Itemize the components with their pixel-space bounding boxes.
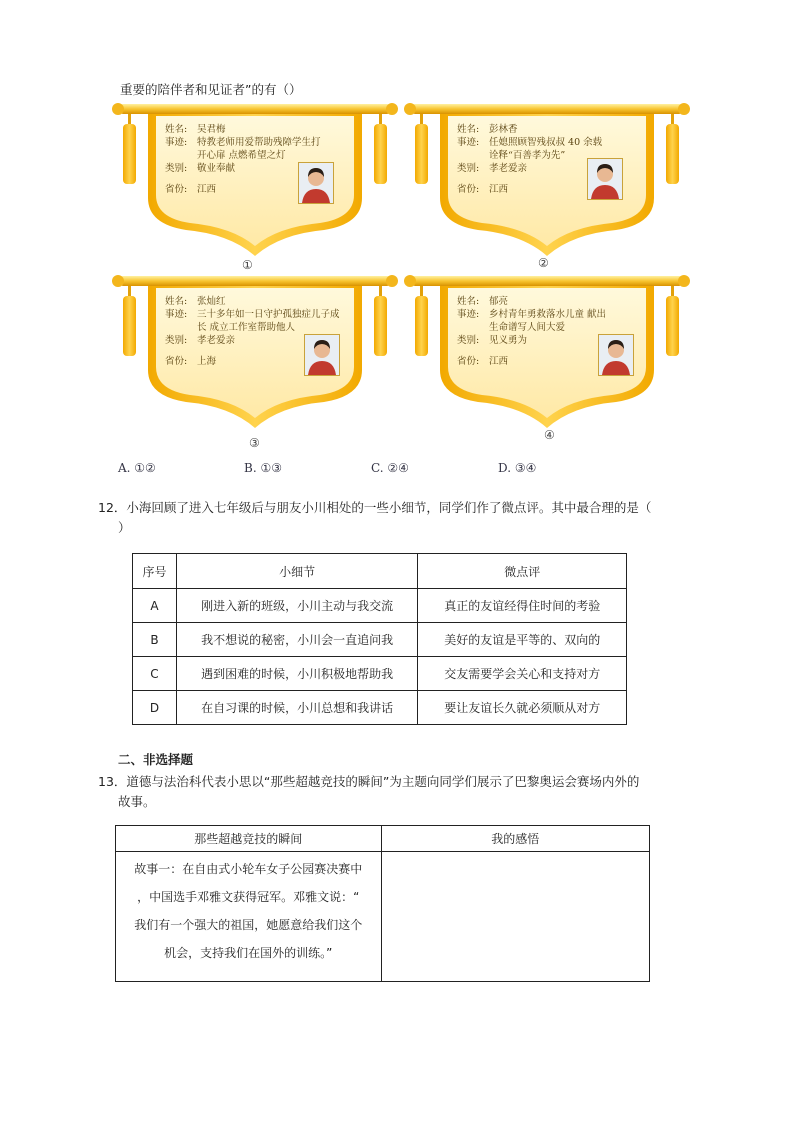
question-11-stem: 重要的陪伴者和见证者”的有（） [120,82,302,97]
category-value: 见义勇为 [489,335,528,346]
deed-label: 事迹: [165,309,188,320]
row-comment: 美好的友谊是平等的、双向的 [418,623,627,657]
row-id: A [133,589,177,623]
portrait-photo [598,334,634,376]
option-b[interactable]: B. ①③ [244,461,282,475]
row-id: D [133,691,177,725]
province-value: 江西 [489,356,509,367]
plaque-2 [402,100,692,270]
portrait-photo [304,334,340,376]
q13-table [115,825,650,982]
name-label: 姓名: [165,296,188,307]
reflection-answer-area[interactable] [381,852,649,982]
province-label: 省份: [165,184,188,195]
header-comment: 微点评 [418,554,627,589]
deed-label: 事迹: [165,137,188,148]
name-value: 吴君梅 [197,124,226,135]
option-d[interactable]: D. ③④ [498,461,537,475]
question-12-stem [98,498,668,538]
category-value: 敬业奉献 [197,163,236,174]
row-id: C [133,657,177,691]
name-label: 姓名: [165,124,188,135]
row-detail: 在自习课的时候，小川总想和我讲话 [176,691,417,725]
name-label: 姓名: [457,296,480,307]
header-detail: 小细节 [176,554,417,589]
plaque-info [165,123,365,196]
province-label: 省份: [165,356,188,367]
category-label: 类别: [165,335,188,346]
portrait-photo [587,158,623,200]
option-c[interactable]: C. ②④ [371,461,409,475]
question-13-line2: 故事。 [118,794,156,809]
plaque-1 [110,100,400,272]
deed-value: 任媳照顾智残叔叔 40 余载 诠释“百善孝为先” [489,137,603,161]
row-comment: 要让友谊长久就必须顺从对方 [418,691,627,725]
question-12-line1: 12．小海回顾了进入七年级后与朋友小川相处的一些小细节，同学们作了微点评。其中最合理的是（ [98,500,652,515]
row-detail: 刚进入新的班级，小川主动与我交流 [176,589,417,623]
plaque-number: ③ [249,436,260,450]
table-row [133,623,627,657]
plaque-number: ② [538,256,549,270]
option-a[interactable]: A. ①② [118,461,156,475]
category-label: 类别: [165,163,188,174]
province-label: 省份: [457,356,480,367]
category-label: 类别: [457,335,480,346]
category-value: 孝老爱亲 [489,163,528,174]
deed-value: 特教老师用爱帮助残障学生打 开心扉 点燃希望之灯 [197,137,321,161]
deed-value: 乡村青年勇救落水儿童 献出 生命谱写人间大爱 [489,309,607,333]
question-12-line2: ） [118,520,131,535]
table-row [133,657,627,691]
table-row [133,589,627,623]
name-value: 郁亮 [489,296,509,307]
category-label: 类别: [457,163,480,174]
category-value: 孝老爱亲 [197,335,236,346]
deed-label: 事迹: [457,137,480,148]
portrait-photo [298,162,334,204]
story-one: 故事一：在自由式小轮车女子公园赛决赛中 ，中国选手邓雅文获得冠军。邓雅文说：“ 我们有一个强大的祖国，她愿意给我们这个 机会，支持我们在国外的训练。” [116,852,382,982]
table-row [133,691,627,725]
name-value: 彭林香 [489,124,518,135]
name-value: 张灿红 [197,296,226,307]
header-moments: 那些超越竞技的瞬间 [116,826,382,852]
deed-value: 三十多年如一日守护孤独症儿子成 长 成立工作室帮助他人 [197,309,340,333]
deed-label: 事迹: [457,309,480,320]
section-title: 二、非选择题 [118,752,194,767]
plaque-number: ① [242,258,253,272]
header-number: 序号 [133,554,177,589]
q12-table [132,553,627,725]
plaque-info [457,123,657,196]
question-13-line1: 13．道德与法治科代表小思以“那些超越竞技的瞬间”为主题向同学们展示了巴黎奥运会赛场内外的 [98,774,640,789]
plaque-4 [402,272,692,442]
plaque-3 [110,272,400,450]
row-id: B [133,623,177,657]
header-reflection: 我的感悟 [381,826,649,852]
name-label: 姓名: [457,124,480,135]
province-label: 省份: [457,184,480,195]
question-13-stem [98,772,668,812]
row-detail: 我不想说的秘密，小川会一直追问我 [176,623,417,657]
province-value: 上海 [197,356,217,367]
province-value: 江西 [489,184,509,195]
row-detail: 遇到困难的时候，小川积极地帮助我 [176,657,417,691]
plaque-number: ④ [544,428,555,442]
row-comment: 交友需要学会关心和支持对方 [418,657,627,691]
province-value: 江西 [197,184,217,195]
row-comment: 真正的友谊经得住时间的考验 [418,589,627,623]
